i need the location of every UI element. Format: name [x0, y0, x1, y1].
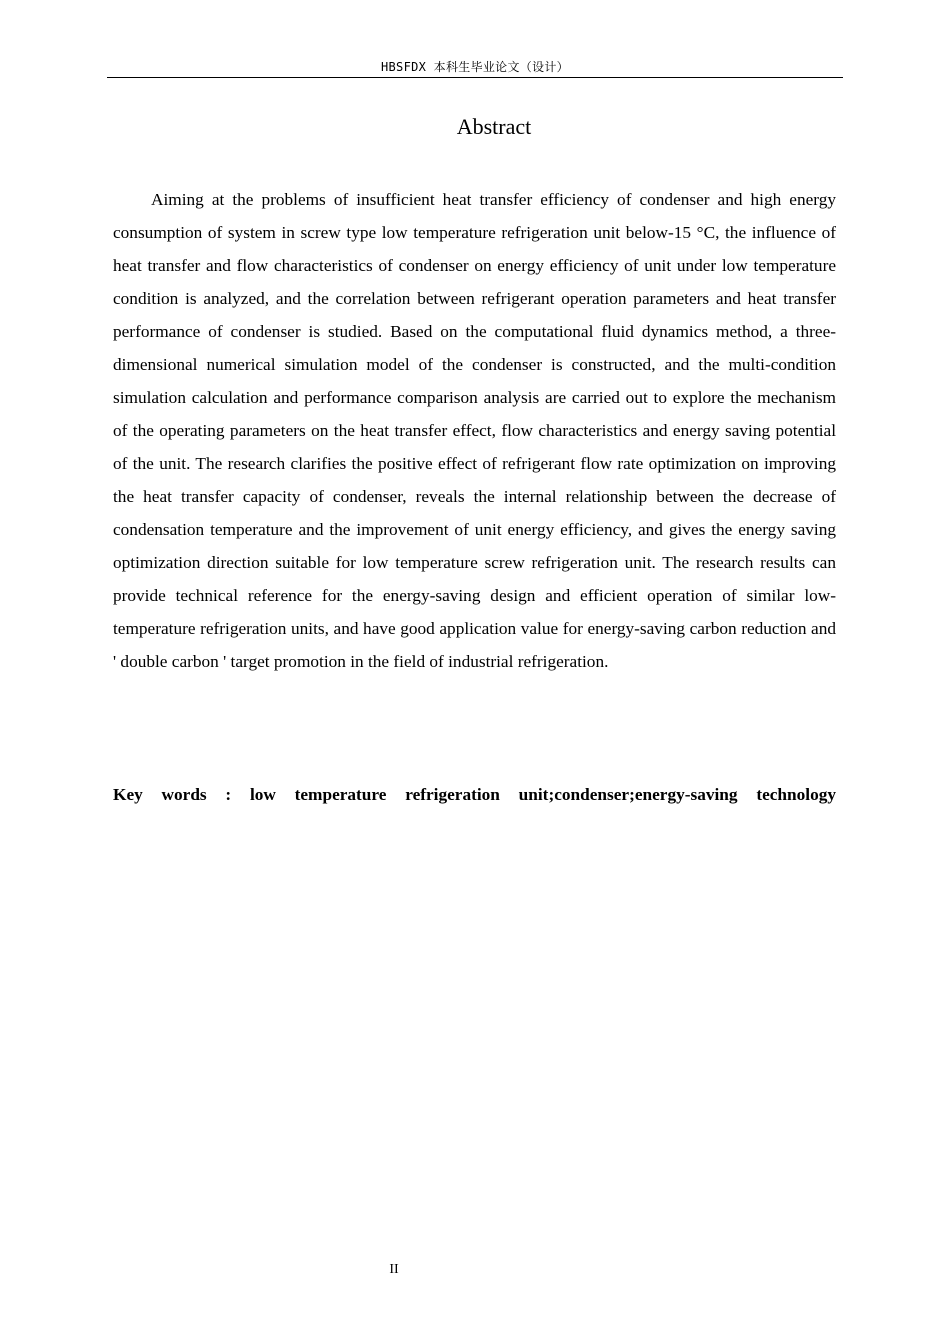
running-header: HBSFDX 本科生毕业论文（设计）: [107, 58, 843, 78]
page-title: Abstract: [456, 114, 532, 139]
abstract-body: Aiming at the problems of insufficient heat transfer efficiency of condenser and high energy consumption of system in screw type low temperature refrigeration unit below-15 °C, the influence of heat transfer and flow characteristics of condenser on energy efficiency of unit under low temperature condition is analyzed, and the correlation between refrigerant operation parameters and heat transfer performance of condenser is studied. Based on the computational fluid dynamics method, a three-dimensional numerical simulation model of the condenser is constructed, and the multi-condition simulation calculation and performance comparison analysis are carried out to explore the mechanism of the operating parameters on the heat transfer effect, flow characteristics and energy saving potential of the unit. The research clarifies the positive effect of refrigerant flow rate optimization on improving the heat transfer capacity of condenser, reveals the internal relationship between the decrease of condensation temperature and the improvement of unit energy efficiency, and gives the energy saving optimization direction suitable for low temperature screw refrigeration unit. The research results can provide technical reference for the energy-saving design and efficient operation of similar low-temperature refrigeration units, and have good application value for energy-saving carbon reduction and ' double carbon ' target promotion in the field of industrial refrigeration.: [113, 190, 836, 671]
page-number: II: [389, 1262, 399, 1277]
keywords-line: Key words : low temperature refrigeration unit;condenser;energy-saving technology: [113, 785, 836, 804]
